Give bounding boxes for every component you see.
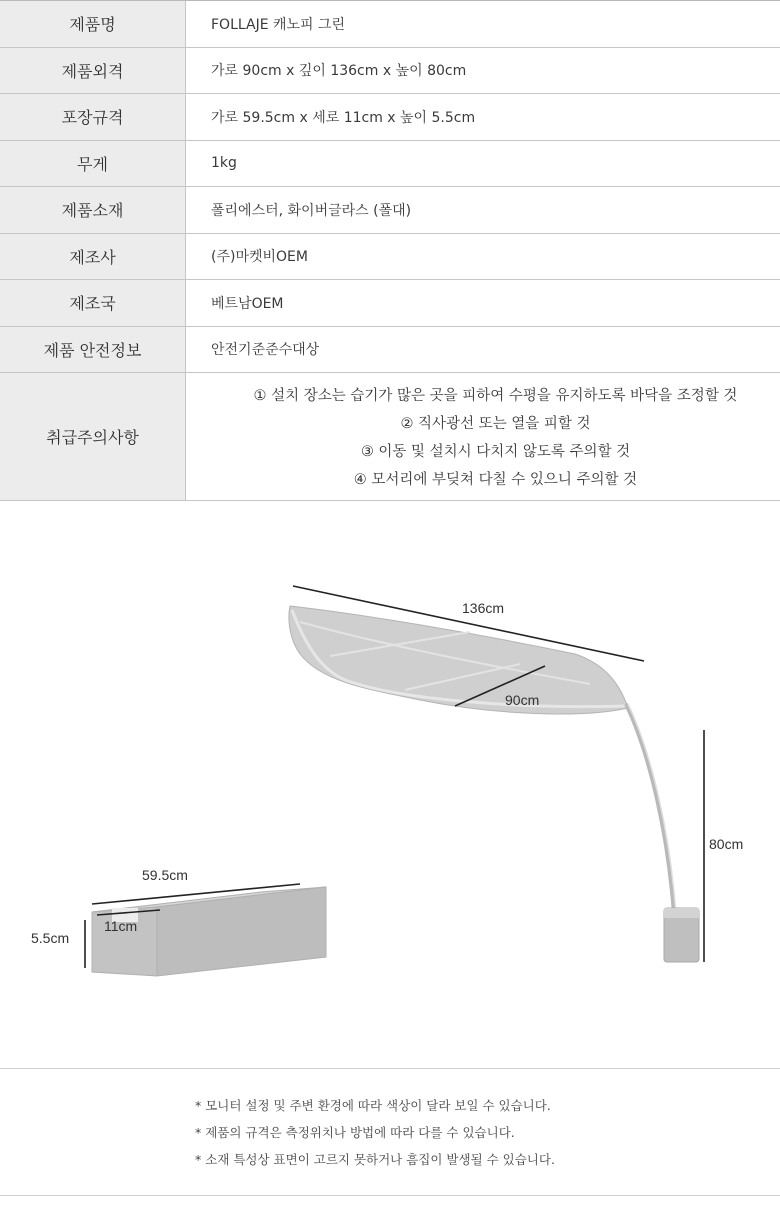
spec-row-safety <box>0 327 780 374</box>
page-bottom-space <box>0 1196 780 1222</box>
canopy-base-top <box>664 908 699 918</box>
spec-value: 베트남OEM <box>211 295 284 312</box>
canopy-pole <box>626 704 674 914</box>
dimension-label-depth: 136cm <box>462 600 505 616</box>
spec-label: 제품명 <box>0 1 186 47</box>
spec-label: 제품 안전정보 <box>0 327 186 373</box>
spec-value: 1kg <box>211 155 237 172</box>
spec-row-manufacturer <box>0 234 780 281</box>
dimension-label-width: 90cm <box>505 692 540 708</box>
spec-value: (주)마켓비OEM <box>211 249 308 266</box>
footer-note: * 모니터 설정 및 주변 환경에 따라 색상이 달라 보일 수 있습니다. <box>195 1098 551 1113</box>
footer-note: * 소재 특성상 표면이 고르지 못하거나 흠집이 발생될 수 있습니다. <box>195 1152 555 1167</box>
caution-item: ① 설치 장소는 습기가 많은 곳을 피하여 수평을 유지하도록 바닥을 조정할 것 <box>253 388 738 404</box>
spec-value: 가로 59.5cm x 세로 11cm x 높이 5.5cm <box>211 109 476 126</box>
spec-row-caution <box>0 373 780 501</box>
caution-item: ② 직사광선 또는 열을 피할 것 <box>400 416 591 432</box>
footer-note: * 제품의 규격은 측정위치나 방법에 따라 다를 수 있습니다. <box>195 1125 515 1140</box>
dimension-label-height: 80cm <box>709 836 744 852</box>
spec-row-material <box>0 187 780 234</box>
spec-value: FOLLAJE 캐노피 그린 <box>211 16 346 33</box>
dimension-diagram <box>0 504 780 1068</box>
spec-label: 제품소재 <box>0 187 186 233</box>
spec-value: 폴리에스터, 화이버글라스 (폴대) <box>211 202 412 219</box>
caution-item: ④ 모서리에 부딪쳐 다칠 수 있으니 주의할 것 <box>353 472 638 488</box>
footer-notes <box>0 1068 780 1196</box>
spec-row-package <box>0 94 780 141</box>
spec-table <box>0 0 780 501</box>
canopy-pole-highlight <box>628 704 676 914</box>
spec-label: 포장규격 <box>0 94 186 140</box>
spec-label: 무게 <box>0 141 186 187</box>
spec-row-country <box>0 280 780 327</box>
spec-row-weight <box>0 141 780 188</box>
spec-label: 제조국 <box>0 280 186 326</box>
spec-value: 가로 90cm x 깊이 136cm x 높이 80cm <box>211 63 467 80</box>
spec-label: 제조사 <box>0 234 186 280</box>
dimension-label-box-length: 59.5cm <box>142 867 188 883</box>
caution-list <box>186 373 780 500</box>
spec-value: 안전기준준수대상 <box>211 342 320 359</box>
canopy-leaf <box>289 606 628 714</box>
spec-row-name <box>0 1 780 48</box>
box-side-face <box>157 887 326 976</box>
spec-label: 제품외격 <box>0 48 186 94</box>
dimension-label-box-width: 11cm <box>104 918 138 934</box>
spec-label: 취급주의사항 <box>0 373 186 500</box>
dimension-diagram-svg <box>0 504 780 1068</box>
dimension-label-box-height: 5.5cm <box>31 930 70 946</box>
spec-row-dimensions <box>0 48 780 95</box>
caution-item: ③ 이동 및 설치시 다치지 않도록 주의할 것 <box>360 444 631 460</box>
